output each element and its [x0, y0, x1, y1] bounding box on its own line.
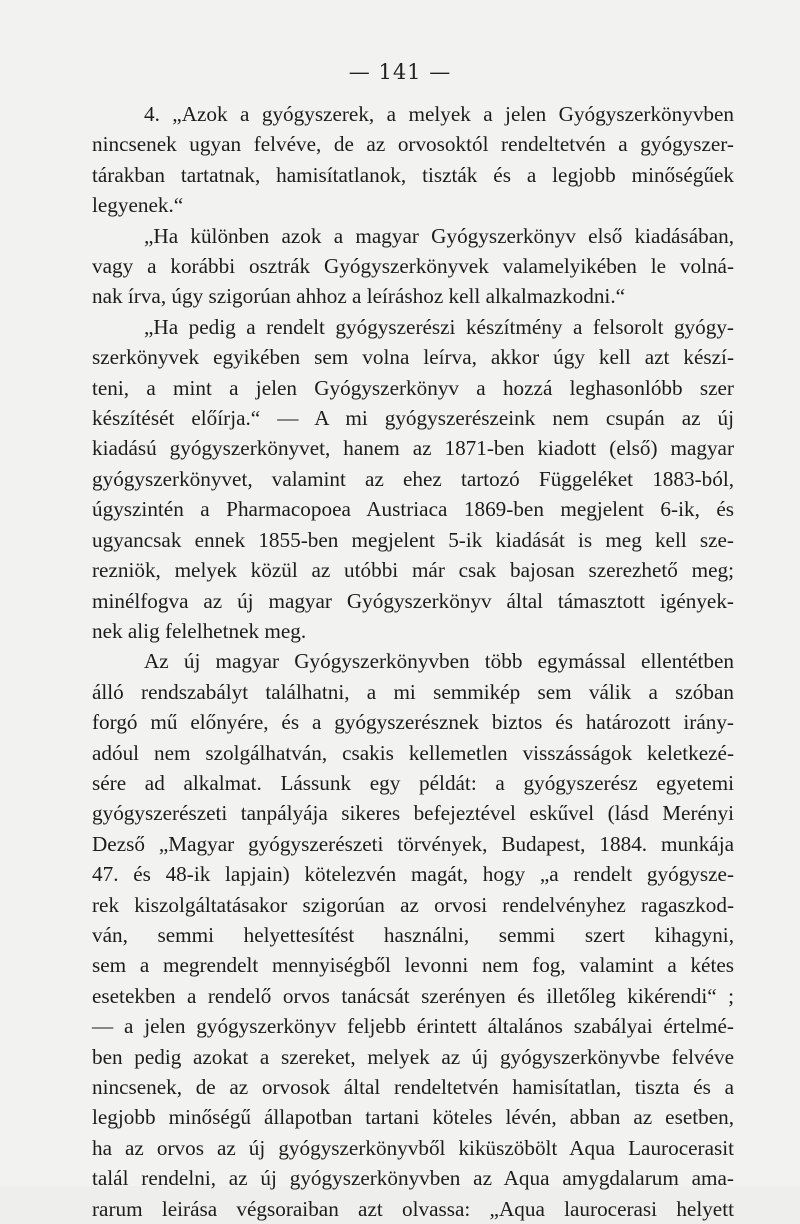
text-line: 47. és 48-ik lapjain) kötelezvén magát, hogy „a rendelt gyógysze- [92, 862, 734, 887]
text-line: nincsenek, de az orvosok által rendeltetvén hamisítatlan, tiszta és a [92, 1075, 734, 1099]
text-line: legyenek.“ [92, 193, 184, 218]
text-line: ben pedig azokat a szereket, melyek az új gyógyszerkönyvbe felvéve [92, 1044, 734, 1069]
text-line: tárakban tartatnak, hamisítatlanok, tiszták és a legjobb minőségűek [92, 162, 734, 187]
text-line: nincsenek ugyan felvéve, de az orvosoktól rendeltetvén a gyógyszer- [92, 132, 734, 157]
text-line: rezniök, melyek közül az utóbbi már csak bajosan szerezhető meg; [92, 558, 734, 583]
text-line: nak írva, úgy szigorúan ahhoz a leíráshoz kell alkalmazkodni.“ [92, 284, 626, 309]
text-line: ha az orvos az új gyógyszerkönyvből kiküszöbölt Aqua Laurocerasit [92, 1135, 734, 1160]
body-text [92, 99, 734, 1224]
text-line: kiadású gyógyszerkönyvet, hanem az 1871-ben kiadott (első) magyar [92, 436, 734, 461]
text-line: 4. „Azok a gyógyszerek, a melyek a jelen Gyógyszerkönyvben [144, 102, 734, 126]
text-line: gyógyszerészeti tanpályája sikeres befejeztével eskűvel (lásd Merényi [92, 801, 734, 826]
text-line: készítését előírja.“ — A mi gyógyszerészeink nem csupán az új [92, 406, 734, 431]
text-line: Az új magyar Gyógyszerkönyvben több egymással ellentétben [144, 649, 734, 674]
text-line: úgyszintén a Pharmacopoea Austriaca 1869-ben megjelent 6-ik, és [92, 497, 734, 522]
text-line: minélfogva az új magyar Gyógyszerkönyv által támasztott igények- [92, 588, 734, 613]
text-line: — a jelen gyógyszerkönyv feljebb érintett általános szabályai értelmé- [92, 1014, 734, 1039]
text-line: sem a megrendelt mennyiségből levonni nem fog, valamint a kétes [92, 953, 734, 978]
text-line: gyógyszerkönyvet, valamint az ehez tartozó Függeléket 1883-ból, [92, 466, 734, 491]
text-line: esetekben a rendelő orvos tanácsát szerényen és illetőleg kikérendi“ ; [92, 983, 734, 1008]
text-line: talál rendelni, az új gyógyszerkönyvben az Aqua amygdalarum ama- [92, 1166, 734, 1191]
text-line: álló rendszabályt találhatni, a mi semmikép sem válik a szóban [92, 679, 734, 704]
page-number: — 141 — [348, 60, 452, 84]
text-line: ván, semmi helyettesítést használni, semmi szert kihagyni, [92, 922, 734, 947]
text-line: sére ad alkalmat. Lássunk egy példát: a gyógyszerész egyetemi [92, 770, 734, 795]
text-line: teni, a mint a jelen Gyógyszerkönyv a hozzá leghasonlóbb szer [92, 375, 734, 400]
text-line: „Ha pedig a rendelt gyógyszerészi készítmény a felsorolt gyógy- [144, 314, 734, 339]
text-line: vagy a korábbi osztrák Gyógyszerkönyvek valamelyikében le volná- [92, 254, 734, 279]
text-line: adóul nem szolgálhatván, csakis kellemetlen visszásságok keletkezé- [92, 740, 734, 765]
text-line: szerkönyvek egyikében sem volna leírva, akkor úgy kell azt készí- [92, 345, 734, 370]
text-line: „Ha különben azok a magyar Gyógyszerkönyv első kiadásában, [144, 223, 734, 248]
text-line: forgó mű előnyére, és a gyógyszerésznek biztos és határozott irány- [92, 710, 734, 735]
text-line: ugyancsak ennek 1855-ben megjelent 5-ik kiadását is meg kell sze- [92, 527, 734, 552]
text-line: rarum leirása végsoraiban azt olvassa: „Aqua laurocerasi helyett [92, 1196, 734, 1221]
text-line: rek kiszolgáltatásakor szigorúan az orvosi rendelvényhez ragaszkod- [92, 892, 734, 917]
text-line: nek alig felelhetnek meg. [92, 618, 307, 643]
text-line: Dezső „Magyar gyógyszerészeti törvények, Budapest, 1884. munkája [92, 831, 734, 856]
text-line: legjobb minőségű állapotban tartani köteles lévén, abban az esetben, [92, 1105, 734, 1130]
